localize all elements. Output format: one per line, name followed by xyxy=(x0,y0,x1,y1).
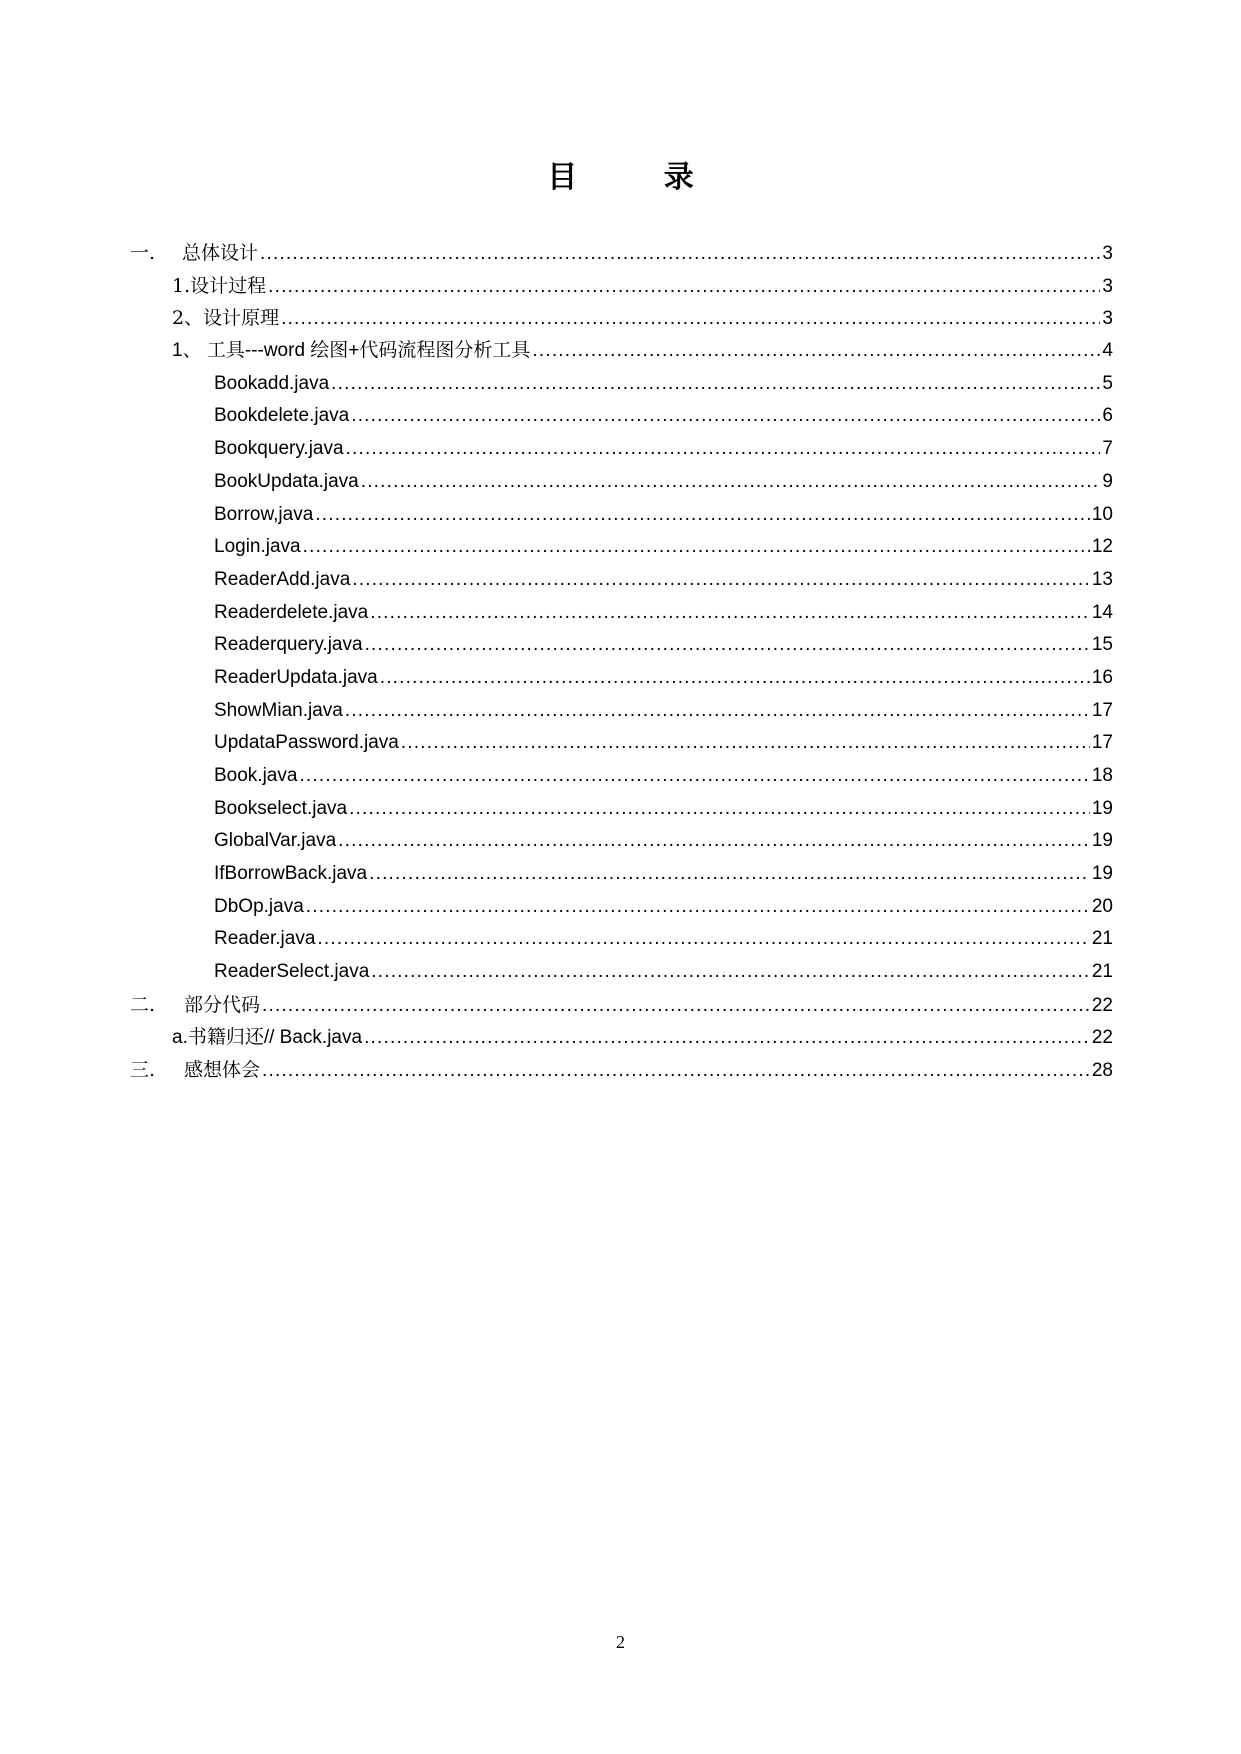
toc-entry-title: Bookselect.java xyxy=(214,797,348,819)
toc-entry[interactable] xyxy=(130,368,1113,401)
toc-entry-page: 19 xyxy=(1091,830,1113,852)
toc-entry-page: 15 xyxy=(1091,634,1113,656)
toc-dot-leader xyxy=(331,368,1100,401)
toc-dot-leader xyxy=(364,1022,1090,1055)
toc-entry-page: 17 xyxy=(1091,732,1113,754)
toc-dot-leader xyxy=(532,335,1100,368)
toc-entry-title: Bookadd.java xyxy=(214,372,330,394)
toc-dot-leader xyxy=(352,564,1090,597)
toc-entry-page: 17 xyxy=(1091,699,1113,721)
toc-dot-leader xyxy=(306,891,1090,924)
toc-entry[interactable] xyxy=(130,270,1113,303)
toc-entry-page: 19 xyxy=(1091,797,1113,819)
toc-entry[interactable] xyxy=(130,662,1113,695)
toc-entry[interactable] xyxy=(130,727,1113,760)
toc-entry-title: IfBorrowBack.java xyxy=(214,863,368,885)
toc-dot-leader xyxy=(361,466,1101,499)
toc-entry[interactable] xyxy=(130,302,1113,335)
toc-entry-title: 2、设计原理 xyxy=(172,307,280,330)
toc-entry[interactable] xyxy=(130,531,1113,564)
toc-entry[interactable] xyxy=(130,433,1113,466)
toc-entry[interactable] xyxy=(130,1054,1113,1087)
toc-entry-title: Bookquery.java xyxy=(214,438,344,460)
toc-entry-page: 3 xyxy=(1102,308,1113,330)
toc-dot-leader xyxy=(365,629,1090,662)
toc-dot-leader xyxy=(371,956,1090,989)
toc-entry-title: 总体设计 xyxy=(182,242,259,264)
toc-entry-title: ReaderAdd.java xyxy=(214,568,351,590)
toc-entry-page: 9 xyxy=(1102,470,1113,492)
toc-entry-number: 一. xyxy=(130,242,156,264)
toc-entry[interactable] xyxy=(130,499,1113,532)
toc-entry-title: 部分代码 xyxy=(184,993,261,1016)
toc-entry-title: UpdataPassword.java xyxy=(214,732,399,754)
toc-entry-page: 5 xyxy=(1102,372,1113,394)
toc-entry-title: Readerquery.java xyxy=(214,634,363,656)
toc-entry[interactable] xyxy=(130,466,1113,499)
toc-entry-title: DbOp.java xyxy=(214,895,304,917)
toc-entry-page: 20 xyxy=(1091,895,1113,917)
toc-entry-title: Readerdelete.java xyxy=(214,601,369,623)
toc-entry-title: Borrow,java xyxy=(214,503,314,525)
toc-entry[interactable] xyxy=(130,891,1113,924)
page-number: 2 xyxy=(616,1632,625,1652)
toc-entry-number: 二. xyxy=(130,993,156,1016)
toc-entry[interactable] xyxy=(130,956,1113,989)
toc-entry-title: 感想体会 xyxy=(184,1059,261,1082)
toc-dot-leader xyxy=(315,499,1090,532)
toc-dot-leader xyxy=(338,825,1090,858)
toc-dot-leader xyxy=(281,303,1100,336)
toc-entry[interactable] xyxy=(130,923,1113,956)
toc-entry-page: 6 xyxy=(1102,405,1113,427)
toc-dot-leader xyxy=(260,238,1100,271)
toc-entry-page: 28 xyxy=(1091,1060,1113,1082)
toc-dot-leader xyxy=(349,793,1090,826)
toc-entry-page: 3 xyxy=(1102,275,1113,297)
toc-entry[interactable] xyxy=(130,793,1113,826)
toc-dot-leader xyxy=(268,271,1100,304)
toc-entry-page: 16 xyxy=(1091,666,1113,688)
toc-entry-page: 18 xyxy=(1091,765,1113,786)
toc-entry[interactable] xyxy=(130,858,1113,891)
toc-entry-title: ReaderUpdata.java xyxy=(214,666,378,688)
toc-entry[interactable] xyxy=(130,1022,1113,1055)
toc-entry[interactable] xyxy=(130,335,1113,368)
toc-entry-page: 22 xyxy=(1091,994,1113,1016)
toc-entry[interactable] xyxy=(130,825,1113,858)
toc-entry-title: Login.java xyxy=(214,536,301,558)
toc-entry-page: 4 xyxy=(1102,340,1113,362)
toc-dot-leader xyxy=(262,1055,1090,1088)
toc-entry-number: 三. xyxy=(130,1059,156,1082)
toc-entry[interactable] xyxy=(130,695,1113,728)
toc-entry-page: 14 xyxy=(1091,601,1113,623)
toc-entry-page: 12 xyxy=(1091,536,1113,558)
toc-entry-title: ShowMian.java xyxy=(214,699,343,721)
table-of-contents xyxy=(130,237,1113,1087)
toc-dot-leader xyxy=(303,531,1090,564)
toc-entry-page: 22 xyxy=(1091,1026,1113,1048)
toc-entry-title: 1.设计过程 xyxy=(172,274,267,297)
toc-entry-title: BookUpdata.java xyxy=(214,470,359,492)
toc-entry[interactable] xyxy=(130,989,1113,1022)
toc-entry-title: Reader.java xyxy=(214,928,316,950)
toc-entry[interactable] xyxy=(130,597,1113,630)
toc-dot-leader xyxy=(346,433,1101,466)
toc-entry-page: 21 xyxy=(1091,961,1113,983)
toc-dot-leader xyxy=(370,597,1090,630)
toc-entry[interactable] xyxy=(130,629,1113,662)
toc-dot-leader xyxy=(401,727,1090,760)
toc-dot-leader xyxy=(380,662,1090,695)
toc-entry[interactable] xyxy=(130,400,1113,433)
toc-dot-leader xyxy=(351,400,1100,433)
toc-entry-title: GlobalVar.java xyxy=(214,830,337,852)
toc-dot-leader xyxy=(299,760,1089,793)
toc-entry-title: Bookdelete.java xyxy=(214,405,350,427)
toc-entry[interactable] xyxy=(130,564,1113,597)
toc-entry[interactable] xyxy=(130,237,1113,270)
toc-entry-title: ReaderSelect.java xyxy=(214,961,370,983)
toc-dot-leader xyxy=(262,990,1090,1023)
page-title: 目 录 xyxy=(547,160,732,195)
toc-dot-leader xyxy=(345,695,1090,728)
toc-entry-title: 1、 工具---word 绘图+代码流程图分析工具 xyxy=(172,340,531,362)
toc-entry-page: 21 xyxy=(1091,928,1113,950)
toc-entry[interactable] xyxy=(130,760,1113,793)
toc-entry-title: a.书籍归还// Back.java xyxy=(172,1026,363,1048)
toc-entry-page: 10 xyxy=(1091,503,1113,525)
toc-entry-page: 19 xyxy=(1091,863,1113,885)
toc-dot-leader xyxy=(317,923,1089,956)
toc-entry-page: 13 xyxy=(1091,568,1113,590)
toc-entry-page: 3 xyxy=(1102,243,1113,264)
toc-entry-title: Book.java xyxy=(214,765,298,786)
toc-dot-leader xyxy=(369,858,1090,891)
toc-entry-page: 7 xyxy=(1102,438,1113,460)
